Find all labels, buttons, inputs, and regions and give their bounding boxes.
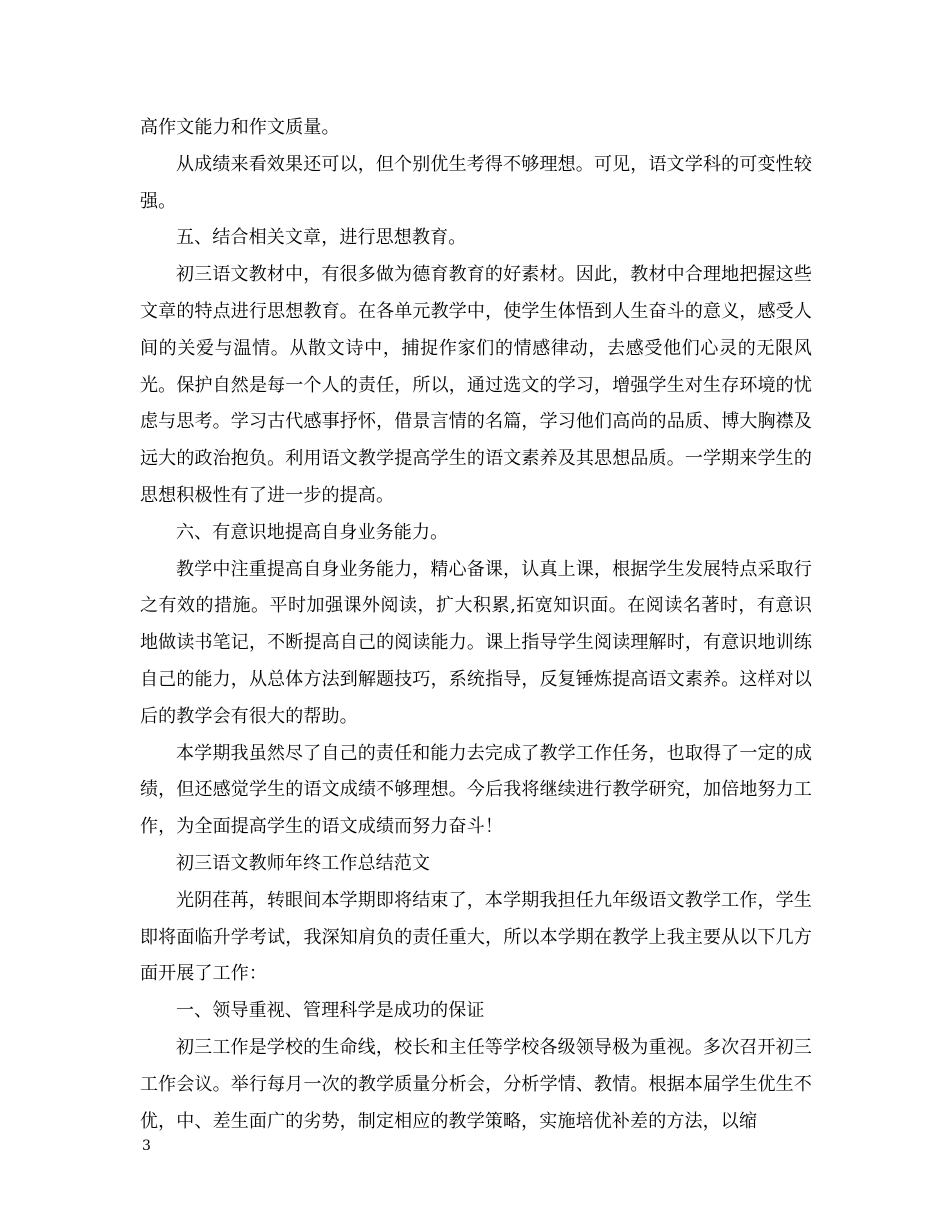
paragraph: 从成绩来看效果还可以，但个别优生考得不够理想。可见，语文学科的可变性较强。 [140, 153, 812, 212]
paragraph: 高作文能力和作文质量。 [140, 117, 340, 138]
paragraph: 本学期我虽然尽了自己的责任和能力去完成了教学工作任务，也取得了一定的成绩，但还感觉学生的语文成绩不够理想。今后我将继续进行教学研究，加倍地努力工作，为全面提高学生的语文成绩而努力奋斗！ [140, 742, 812, 838]
section-heading: 五、结合相关文章，进行思想教育。 [176, 227, 467, 249]
paragraph: 光阴荏苒，转眼间本学期即将结束了，本学期我担任九年级语文教学工作，学生即将面临升学考试，我深知肩负的责任重大，所以本学期在教学上我主要从以下几方面开展了工作： [140, 889, 812, 985]
document-title: 初三语文教师年终工作总结范文 [176, 852, 431, 874]
paragraph: 初三工作是学校的生命线，校长和主任等学校各级领导极为重视。多次召开初三工作会议。举行每月一次的教学质量分析会，分析学情、教情。根据本届学生优生不优，中、差生面广的劣势，制定相应的教学策略，实施培优补差的方法，以缩 [140, 1036, 812, 1132]
section-heading: 一、领导重视、管理科学是成功的保证 [176, 1000, 485, 1022]
paragraph: 初三语文教材中，有很多做为德育教育的好素材。因此，教材中合理地把握这些文章的特点进行思想教育。在各单元教学中，使学生体悟到人生奋斗的意义，感受人间的关爱与温情。从散文诗中，捕捉作家们的情感律动，去感受他们心灵的无限风光。保护自然是每一个人的责任，所以，通过选文的学习，增强学生对生存环境的忧虑与思考。学习古代感事抒怀，借景言情的名篇，学习他们高尚的品质、博大胸襟及远大的政治抱负。利用语文教学提高学生的语文素养及其思想品质。一学期来学生的思想积极性有了进一步的提高。 [140, 264, 812, 506]
document-body [140, 110, 812, 1140]
paragraph: 教学中注重提高自身业务能力，精心备课，认真上课，根据学生发展特点采取行之有效的措施。平时加强课外阅读，扩大积累,拓宽知识面。在阅读名著时，有意识地做读书笔记，不断提高自己的阅读能力。课上指导学生阅读理解时，有意识地训练自己的能力，从总体方法到解题技巧，系统指导，反复锤炼提高语文素养。这样对以后的教学会有很大的帮助。 [140, 558, 812, 727]
section-heading: 六、有意识地提高自身业务能力。 [176, 521, 449, 543]
page-number: 3 [142, 1138, 151, 1154]
